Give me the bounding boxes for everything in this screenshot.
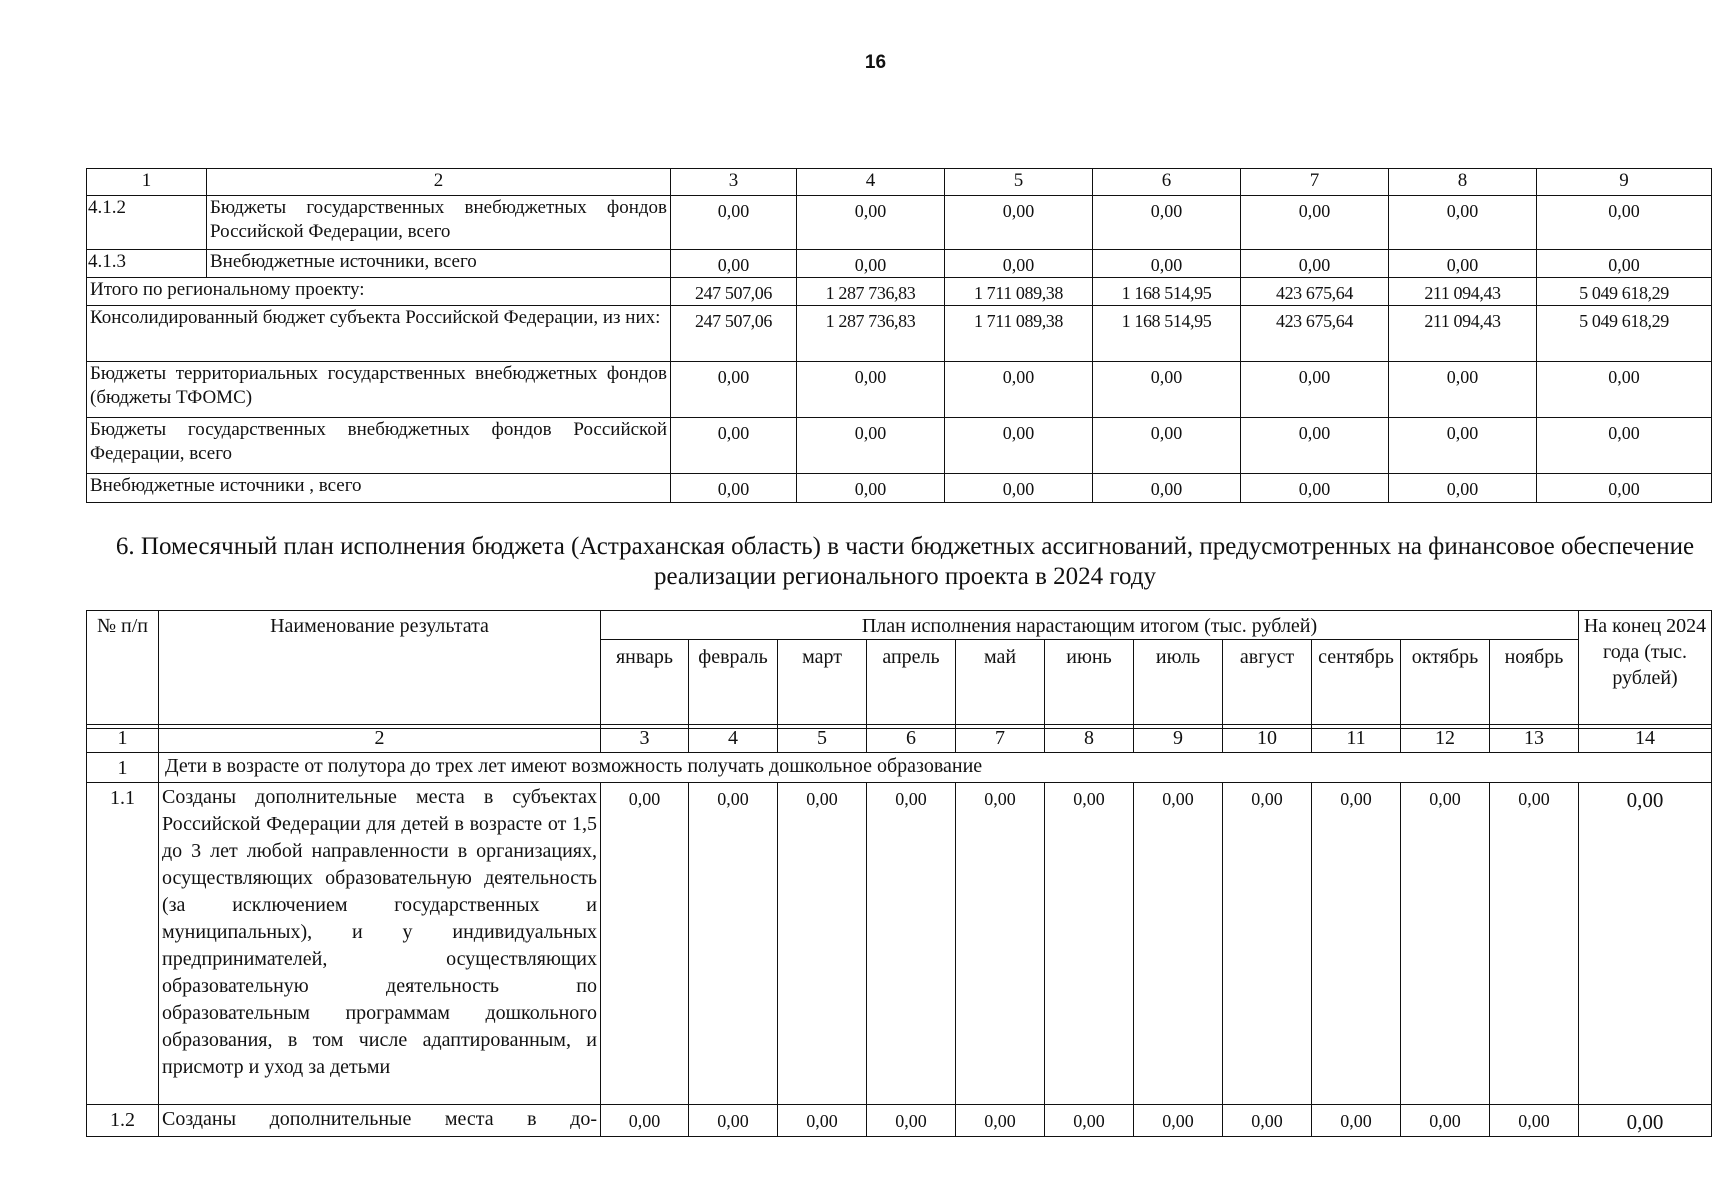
value-cell: 0,00 <box>797 250 945 278</box>
column-number: 9 <box>1134 725 1223 753</box>
summary-row <box>87 362 1712 418</box>
value-cell: 5 049 618,29 <box>1537 306 1712 362</box>
row-name: Внебюджетные источники, всего <box>207 250 671 278</box>
row-name: Итого по региональному проекту: <box>87 278 671 306</box>
row-name: Внебюджетные источники , всего <box>87 474 671 503</box>
row-code: 4.1.2 <box>87 196 207 250</box>
month-header: март <box>778 640 867 729</box>
value-cell: 0,00 <box>1241 196 1389 250</box>
value-cell: 0,00 <box>1537 250 1712 278</box>
value-cell: 247 507,06 <box>671 278 797 306</box>
table-row <box>87 250 1712 278</box>
value-cell: 211 094,43 <box>1389 306 1537 362</box>
value-cell: 5 049 618,29 <box>1537 278 1712 306</box>
section-title: 6. Помесячный план исполнения бюджета (Астраханская область) в части бюджетных ассигнований, предусмотренных на финансовое обеспечение реализации регионального проекта в 2024 году <box>115 533 1695 590</box>
row-name: Консолидированный бюджет субъекта Российской Федерации, из них: <box>87 306 671 362</box>
page-number: 16 <box>864 52 887 73</box>
value-cell: 0,00 <box>945 250 1093 278</box>
month-header: июль <box>1134 640 1223 729</box>
value-cell: 0,00 <box>1389 250 1537 278</box>
value-cell: 0,00 <box>1093 196 1241 250</box>
value-cell: 0,00 <box>945 362 1093 418</box>
value-cell: 0,00 <box>1045 1105 1134 1137</box>
column-number: 3 <box>671 169 797 196</box>
column-number: 2 <box>159 725 601 753</box>
row-name: Бюджеты государственных внебюджетных фондов Российской Федерации, всего <box>87 418 671 474</box>
value-cell: 1 711 089,38 <box>945 278 1093 306</box>
value-cell: 0,00 <box>1223 783 1312 1105</box>
row-name: Созданы дополнительные места в до- <box>159 1105 601 1137</box>
value-cell: 247 507,06 <box>671 306 797 362</box>
total-cell: 0,00 <box>1579 783 1712 1105</box>
value-cell: 0,00 <box>1389 474 1537 503</box>
summary-row <box>87 418 1712 474</box>
value-cell: 0,00 <box>1537 418 1712 474</box>
value-cell: 0,00 <box>1389 418 1537 474</box>
value-cell: 0,00 <box>867 783 956 1105</box>
value-cell: 0,00 <box>956 783 1045 1105</box>
value-cell: 0,00 <box>797 418 945 474</box>
value-cell: 0,00 <box>1241 474 1389 503</box>
summary-row <box>87 278 1712 306</box>
column-number: 8 <box>1389 169 1537 196</box>
row-name: Бюджеты государственных внебюджетных фондов Российской Федерации, всего <box>207 196 671 250</box>
value-cell: 0,00 <box>1134 1105 1223 1137</box>
column-number: 13 <box>1490 725 1579 753</box>
summary-row <box>87 474 1712 503</box>
value-cell: 0,00 <box>1401 783 1490 1105</box>
value-cell: 0,00 <box>689 1105 778 1137</box>
value-cell: 0,00 <box>867 1105 956 1137</box>
value-cell: 0,00 <box>1241 362 1389 418</box>
total-cell: 0,00 <box>1579 1105 1712 1137</box>
value-cell: 0,00 <box>1134 783 1223 1105</box>
value-cell: 0,00 <box>1490 783 1579 1105</box>
value-cell: 0,00 <box>1223 1105 1312 1137</box>
column-number: 5 <box>945 169 1093 196</box>
value-cell: 0,00 <box>1389 362 1537 418</box>
value-cell: 0,00 <box>1093 474 1241 503</box>
column-number: 7 <box>1241 169 1389 196</box>
month-header: май <box>956 640 1045 729</box>
column-number-row <box>87 169 1712 196</box>
value-cell: 1 711 089,38 <box>945 306 1093 362</box>
row-name: Бюджеты территориальных государственных внебюджетных фондов (бюджеты ТФОМС) <box>87 362 671 418</box>
value-cell: 1 287 736,83 <box>797 306 945 362</box>
column-number: 5 <box>778 725 867 753</box>
row-name: Созданы дополнительные места в субъектах Российской Федерации для детей в возрасте от 1,5 до 3 лет любой направленности в организациях, осуществляющих образовательную деятельность (за исключением государственных и муниципальных), и у индивидуальных предпринимателей, осуществляющих образовательную деятельность по образовательным программам дошкольного образования, в том числе адаптированным, и присмотр и уход за детьми <box>159 783 601 1105</box>
value-cell: 0,00 <box>671 250 797 278</box>
column-number: 7 <box>956 725 1045 753</box>
month-header: сентябрь <box>1312 640 1401 729</box>
month-header: июнь <box>1045 640 1134 729</box>
month-header: август <box>1223 640 1312 729</box>
column-number: 12 <box>1401 725 1490 753</box>
row-code: 1.1 <box>87 783 159 1105</box>
header-plan: План исполнения нарастающим итогом (тыс. рублей) <box>601 611 1579 640</box>
group-code: 1 <box>87 753 159 783</box>
column-number: 4 <box>797 169 945 196</box>
value-cell: 0,00 <box>1490 1105 1579 1137</box>
column-number: 4 <box>689 725 778 753</box>
value-cell: 0,00 <box>1241 418 1389 474</box>
month-header: апрель <box>867 640 956 729</box>
summary-row <box>87 306 1712 362</box>
group-row <box>87 753 1712 783</box>
value-cell: 1 168 514,95 <box>1093 278 1241 306</box>
value-cell: 0,00 <box>945 196 1093 250</box>
column-number-row <box>87 725 1712 753</box>
value-cell: 0,00 <box>797 196 945 250</box>
month-header: ноябрь <box>1490 640 1579 729</box>
value-cell: 0,00 <box>1312 783 1401 1105</box>
value-cell: 0,00 <box>1093 362 1241 418</box>
value-cell: 0,00 <box>671 196 797 250</box>
value-cell: 423 675,64 <box>1241 278 1389 306</box>
value-cell: 1 287 736,83 <box>797 278 945 306</box>
value-cell: 0,00 <box>956 1105 1045 1137</box>
row-code: 1.2 <box>87 1105 159 1137</box>
table-row <box>87 783 1712 1105</box>
column-number: 3 <box>601 725 689 753</box>
budget-summary-table <box>86 168 1712 503</box>
header-number: № п/п <box>87 611 159 729</box>
table-row <box>87 1105 1712 1137</box>
value-cell: 0,00 <box>601 1105 689 1137</box>
column-number: 11 <box>1312 725 1401 753</box>
group-title: Дети в возрасте от полутора до трех лет имеют возможность получать дошкольное образование <box>159 753 1712 783</box>
month-header: октябрь <box>1401 640 1490 729</box>
value-cell: 0,00 <box>1401 1105 1490 1137</box>
value-cell: 0,00 <box>671 418 797 474</box>
column-number: 14 <box>1579 725 1712 753</box>
column-number: 1 <box>87 725 159 753</box>
value-cell: 0,00 <box>778 783 867 1105</box>
column-number: 2 <box>207 169 671 196</box>
value-cell: 0,00 <box>1312 1105 1401 1137</box>
value-cell: 0,00 <box>1389 196 1537 250</box>
column-number: 10 <box>1223 725 1312 753</box>
value-cell: 0,00 <box>1537 474 1712 503</box>
value-cell: 0,00 <box>1093 418 1241 474</box>
plan-table <box>86 724 1712 1137</box>
value-cell: 0,00 <box>1241 250 1389 278</box>
header-end-of-year: На конец 2024 года (тыс. рублей) <box>1579 611 1712 729</box>
column-number: 6 <box>1093 169 1241 196</box>
value-cell: 0,00 <box>1045 783 1134 1105</box>
column-number: 9 <box>1537 169 1712 196</box>
value-cell: 211 094,43 <box>1389 278 1537 306</box>
value-cell: 0,00 <box>945 418 1093 474</box>
value-cell: 0,00 <box>601 783 689 1105</box>
value-cell: 0,00 <box>689 783 778 1105</box>
column-number: 6 <box>867 725 956 753</box>
value-cell: 423 675,64 <box>1241 306 1389 362</box>
month-header: январь <box>601 640 689 729</box>
plan-header-table <box>86 610 1712 729</box>
value-cell: 0,00 <box>671 474 797 503</box>
row-code: 4.1.3 <box>87 250 207 278</box>
table-row <box>87 196 1712 250</box>
month-header: февраль <box>689 640 778 729</box>
value-cell: 0,00 <box>797 474 945 503</box>
value-cell: 0,00 <box>1537 196 1712 250</box>
column-number: 8 <box>1045 725 1134 753</box>
header-name: Наименование результата <box>159 611 601 729</box>
value-cell: 0,00 <box>945 474 1093 503</box>
column-number: 1 <box>87 169 207 196</box>
value-cell: 0,00 <box>1093 250 1241 278</box>
value-cell: 0,00 <box>671 362 797 418</box>
value-cell: 1 168 514,95 <box>1093 306 1241 362</box>
value-cell: 0,00 <box>1537 362 1712 418</box>
value-cell: 0,00 <box>797 362 945 418</box>
value-cell: 0,00 <box>778 1105 867 1137</box>
